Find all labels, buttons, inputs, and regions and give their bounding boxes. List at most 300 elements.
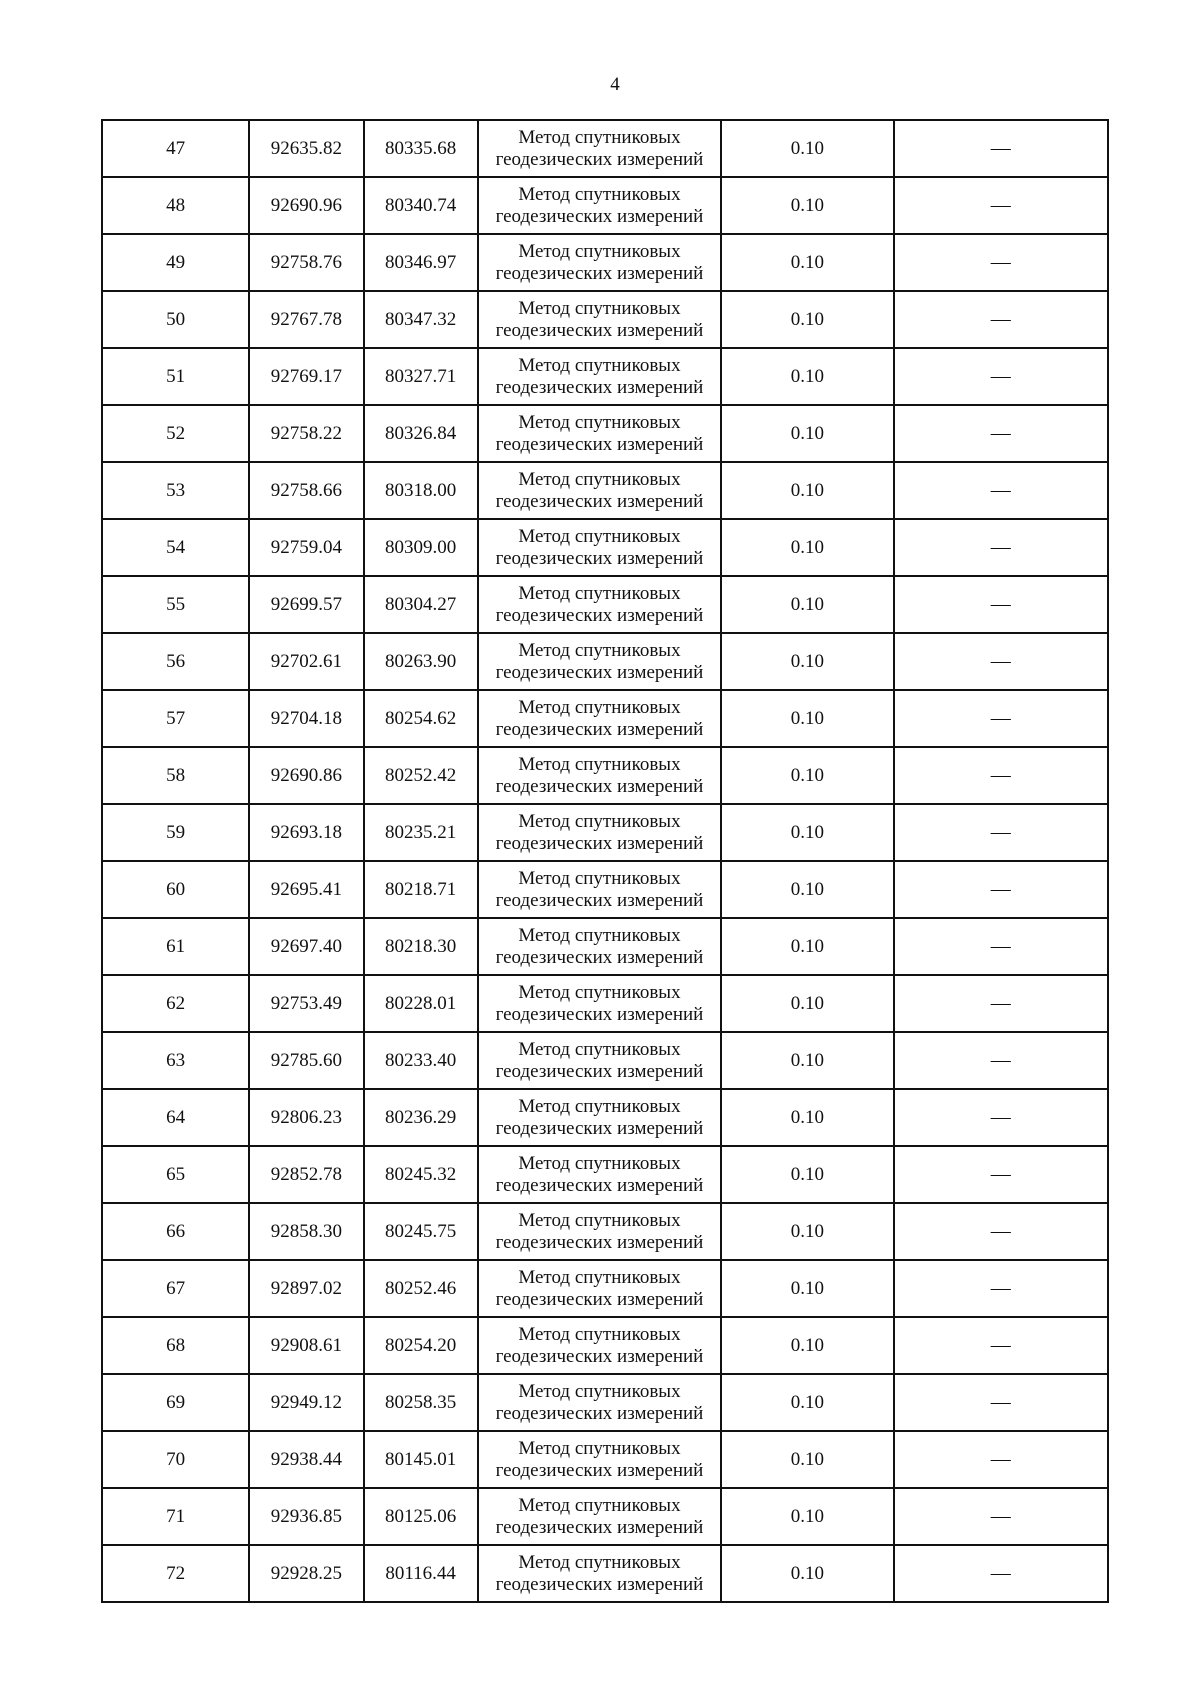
method-cell-text: Метод спутниковых геодезических измерений	[495, 981, 704, 1025]
description-cell	[894, 291, 1108, 348]
description-cell-text: —	[990, 1220, 1011, 1242]
description-cell-text: —	[990, 251, 1011, 273]
precision-cell	[721, 1203, 893, 1260]
description-cell-text: —	[990, 992, 1011, 1014]
description-cell	[894, 861, 1108, 918]
point-number-cell	[102, 120, 249, 177]
point-number-cell	[102, 462, 249, 519]
coordinate-x-cell	[249, 633, 363, 690]
coordinate-x-cell-text: 92852.78	[270, 1163, 343, 1185]
method-cell	[478, 1545, 721, 1602]
point-number-cell	[102, 291, 249, 348]
description-cell	[894, 348, 1108, 405]
precision-cell	[721, 975, 893, 1032]
coordinates-table	[101, 119, 1109, 1603]
precision-cell	[721, 576, 893, 633]
precision-cell-text: 0.10	[790, 1334, 824, 1356]
coordinate-x-cell	[249, 348, 363, 405]
coordinate-y-cell	[364, 1545, 478, 1602]
coordinate-y-cell-text: 80335.68	[384, 137, 457, 159]
point-number-cell	[102, 804, 249, 861]
coordinate-y-cell-text: 80245.32	[384, 1163, 457, 1185]
method-cell-text: Метод спутниковых геодезических измерений	[495, 867, 704, 911]
coordinate-y-cell	[364, 1488, 478, 1545]
coordinate-y-cell-text: 80252.42	[384, 764, 457, 786]
method-cell	[478, 804, 721, 861]
table-row	[102, 633, 1108, 690]
precision-cell-text: 0.10	[790, 650, 824, 672]
table-row	[102, 1317, 1108, 1374]
table-row	[102, 804, 1108, 861]
table-row	[102, 120, 1108, 177]
method-cell-text: Метод спутниковых геодезических измерений	[495, 468, 704, 512]
coordinate-x-cell	[249, 804, 363, 861]
precision-cell	[721, 291, 893, 348]
method-cell-text: Метод спутниковых геодезических измерений	[495, 126, 704, 170]
precision-cell-text: 0.10	[790, 308, 824, 330]
coordinate-x-cell-text: 92697.40	[270, 935, 343, 957]
description-cell	[894, 747, 1108, 804]
description-cell	[894, 975, 1108, 1032]
point-number-cell-text: 53	[166, 479, 186, 501]
point-number-cell-text: 48	[166, 194, 186, 216]
coordinate-y-cell-text: 80116.44	[385, 1562, 456, 1584]
point-number-cell	[102, 1545, 249, 1602]
method-cell	[478, 177, 721, 234]
description-cell-text: —	[990, 650, 1011, 672]
coordinate-y-cell	[364, 861, 478, 918]
method-cell	[478, 462, 721, 519]
coordinate-x-cell	[249, 975, 363, 1032]
method-cell	[478, 747, 721, 804]
coordinate-x-cell-text: 92949.12	[270, 1391, 343, 1413]
description-cell	[894, 1032, 1108, 1089]
method-cell	[478, 234, 721, 291]
precision-cell	[721, 1374, 893, 1431]
method-cell	[478, 1260, 721, 1317]
coordinate-x-cell-text: 92690.86	[270, 764, 343, 786]
point-number-cell	[102, 918, 249, 975]
point-number-cell	[102, 519, 249, 576]
point-number-cell-text: 50	[166, 308, 186, 330]
point-number-cell-text: 71	[166, 1505, 186, 1527]
method-cell	[478, 1488, 721, 1545]
coordinate-x-cell-text: 92806.23	[270, 1106, 343, 1128]
description-cell	[894, 1431, 1108, 1488]
coordinate-x-cell-text: 92753.49	[270, 992, 343, 1014]
coordinate-y-cell	[364, 462, 478, 519]
point-number-cell-text: 63	[166, 1049, 186, 1071]
precision-cell-text: 0.10	[790, 251, 824, 273]
coordinate-x-cell-text: 92767.78	[270, 308, 343, 330]
table-row	[102, 519, 1108, 576]
coordinate-y-cell-text: 80347.32	[384, 308, 457, 330]
table-row	[102, 975, 1108, 1032]
coordinate-x-cell	[249, 1374, 363, 1431]
coordinate-y-cell-text: 80340.74	[384, 194, 457, 216]
method-cell-text: Метод спутниковых геодезических измерений	[495, 1437, 704, 1481]
point-number-cell	[102, 405, 249, 462]
table-row	[102, 462, 1108, 519]
description-cell-text: —	[990, 308, 1011, 330]
method-cell-text: Метод спутниковых геодезических измерений	[495, 582, 704, 626]
table-row	[102, 1431, 1108, 1488]
table-row	[102, 234, 1108, 291]
coordinate-x-cell	[249, 1260, 363, 1317]
coordinate-x-cell	[249, 1431, 363, 1488]
method-cell-text: Метод спутниковых геодезических измерений	[495, 297, 704, 341]
method-cell	[478, 1032, 721, 1089]
coordinate-y-cell	[364, 519, 478, 576]
coordinate-x-cell-text: 92897.02	[270, 1277, 343, 1299]
description-cell	[894, 405, 1108, 462]
coordinate-y-cell	[364, 633, 478, 690]
table-row	[102, 1032, 1108, 1089]
description-cell	[894, 1545, 1108, 1602]
point-number-cell-text: 47	[166, 137, 186, 159]
point-number-cell-text: 54	[166, 536, 186, 558]
coordinate-x-cell-text: 92758.76	[270, 251, 343, 273]
coordinate-x-cell-text: 92858.30	[270, 1220, 343, 1242]
point-number-cell	[102, 1317, 249, 1374]
coordinate-x-cell-text: 92695.41	[270, 878, 343, 900]
description-cell-text: —	[990, 935, 1011, 957]
method-cell	[478, 918, 721, 975]
precision-cell	[721, 1317, 893, 1374]
precision-cell-text: 0.10	[790, 593, 824, 615]
coordinate-x-cell-text: 92785.60	[270, 1049, 343, 1071]
table-row	[102, 918, 1108, 975]
point-number-cell	[102, 633, 249, 690]
method-cell-text: Метод спутниковых геодезических измерений	[495, 1380, 704, 1424]
precision-cell	[721, 234, 893, 291]
coordinate-x-cell	[249, 291, 363, 348]
coordinate-x-cell	[249, 1146, 363, 1203]
method-cell-text: Метод спутниковых геодезических измерений	[495, 639, 704, 683]
description-cell-text: —	[990, 593, 1011, 615]
point-number-cell-text: 66	[166, 1220, 186, 1242]
method-cell	[478, 519, 721, 576]
method-cell-text: Метод спутниковых геодезических измерений	[495, 411, 704, 455]
description-cell	[894, 1374, 1108, 1431]
precision-cell	[721, 120, 893, 177]
description-cell	[894, 1089, 1108, 1146]
precision-cell	[721, 804, 893, 861]
method-cell-text: Метод спутниковых геодезических измерений	[495, 525, 704, 569]
coordinate-x-cell	[249, 1203, 363, 1260]
method-cell	[478, 1089, 721, 1146]
coordinate-x-cell-text: 92693.18	[270, 821, 343, 843]
description-cell-text: —	[990, 137, 1011, 159]
coordinate-y-cell-text: 80218.30	[384, 935, 457, 957]
method-cell	[478, 690, 721, 747]
coordinate-y-cell-text: 80145.01	[384, 1448, 457, 1470]
point-number-cell	[102, 690, 249, 747]
page-number: 4	[610, 74, 620, 95]
precision-cell	[721, 1260, 893, 1317]
coordinate-x-cell-text: 92758.66	[270, 479, 343, 501]
coordinate-y-cell	[364, 975, 478, 1032]
coordinate-x-cell	[249, 120, 363, 177]
description-cell-text: —	[990, 764, 1011, 786]
precision-cell	[721, 861, 893, 918]
method-cell-text: Метод спутниковых геодезических измерений	[495, 240, 704, 284]
point-number-cell-text: 60	[166, 878, 186, 900]
coordinate-x-cell	[249, 1089, 363, 1146]
method-cell-text: Метод спутниковых геодезических измерений	[495, 183, 704, 227]
description-cell	[894, 120, 1108, 177]
coordinate-x-cell	[249, 405, 363, 462]
method-cell	[478, 1203, 721, 1260]
point-number-cell	[102, 747, 249, 804]
precision-cell-text: 0.10	[790, 536, 824, 558]
precision-cell-text: 0.10	[790, 365, 824, 387]
point-number-cell	[102, 1032, 249, 1089]
coordinate-y-cell	[364, 1374, 478, 1431]
precision-cell	[721, 405, 893, 462]
point-number-cell	[102, 348, 249, 405]
table-row	[102, 405, 1108, 462]
description-cell-text: —	[990, 422, 1011, 444]
coordinate-x-cell	[249, 234, 363, 291]
point-number-cell	[102, 1431, 249, 1488]
precision-cell-text: 0.10	[790, 992, 824, 1014]
precision-cell-text: 0.10	[790, 1220, 824, 1242]
method-cell-text: Метод спутниковых геодезических измерений	[495, 1152, 704, 1196]
coordinate-x-cell-text: 92690.96	[270, 194, 343, 216]
point-number-cell	[102, 861, 249, 918]
method-cell	[478, 348, 721, 405]
description-cell	[894, 462, 1108, 519]
precision-cell	[721, 1431, 893, 1488]
coordinate-y-cell	[364, 120, 478, 177]
coordinate-y-cell-text: 80233.40	[384, 1049, 457, 1071]
precision-cell-text: 0.10	[790, 878, 824, 900]
coordinate-y-cell-text: 80252.46	[384, 1277, 457, 1299]
precision-cell	[721, 747, 893, 804]
precision-cell-text: 0.10	[790, 1391, 824, 1413]
description-cell-text: —	[990, 821, 1011, 843]
description-cell	[894, 804, 1108, 861]
coordinate-y-cell-text: 80346.97	[384, 251, 457, 273]
description-cell	[894, 690, 1108, 747]
description-cell-text: —	[990, 1277, 1011, 1299]
coordinate-y-cell	[364, 690, 478, 747]
coordinate-x-cell	[249, 918, 363, 975]
coordinate-y-cell	[364, 405, 478, 462]
coordinate-y-cell-text: 80258.35	[384, 1391, 457, 1413]
point-number-cell	[102, 975, 249, 1032]
precision-cell	[721, 1146, 893, 1203]
coordinate-y-cell	[364, 918, 478, 975]
table-row	[102, 348, 1108, 405]
coordinate-x-cell-text: 92702.61	[270, 650, 343, 672]
precision-cell	[721, 633, 893, 690]
description-cell	[894, 1317, 1108, 1374]
coordinate-y-cell	[364, 1032, 478, 1089]
precision-cell	[721, 1089, 893, 1146]
coordinate-y-cell	[364, 804, 478, 861]
point-number-cell-text: 59	[166, 821, 186, 843]
point-number-cell-text: 51	[166, 365, 186, 387]
coordinate-x-cell	[249, 1032, 363, 1089]
precision-cell	[721, 1488, 893, 1545]
method-cell-text: Метод спутниковых геодезических измерений	[495, 1095, 704, 1139]
coordinate-x-cell	[249, 690, 363, 747]
description-cell	[894, 1488, 1108, 1545]
coordinate-y-cell-text: 80263.90	[384, 650, 457, 672]
description-cell	[894, 234, 1108, 291]
coordinate-x-cell-text: 92936.85	[270, 1505, 343, 1527]
precision-cell-text: 0.10	[790, 935, 824, 957]
precision-cell	[721, 1545, 893, 1602]
coordinate-y-cell	[364, 1089, 478, 1146]
coordinate-y-cell-text: 80327.71	[384, 365, 457, 387]
precision-cell	[721, 690, 893, 747]
coordinate-x-cell	[249, 861, 363, 918]
precision-cell-text: 0.10	[790, 1049, 824, 1071]
table-row	[102, 291, 1108, 348]
table-row	[102, 1260, 1108, 1317]
method-cell	[478, 1317, 721, 1374]
coordinate-x-cell-text: 92699.57	[270, 593, 343, 615]
precision-cell	[721, 348, 893, 405]
method-cell-text: Метод спутниковых геодезических измерений	[495, 1494, 704, 1538]
table-row	[102, 1203, 1108, 1260]
description-cell	[894, 1260, 1108, 1317]
table-row	[102, 1146, 1108, 1203]
description-cell	[894, 633, 1108, 690]
description-cell	[894, 519, 1108, 576]
description-cell-text: —	[990, 707, 1011, 729]
point-number-cell-text: 69	[166, 1391, 186, 1413]
table-row	[102, 1374, 1108, 1431]
description-cell-text: —	[990, 194, 1011, 216]
point-number-cell	[102, 1089, 249, 1146]
description-cell-text: —	[990, 1562, 1011, 1584]
precision-cell	[721, 462, 893, 519]
description-cell	[894, 1203, 1108, 1260]
coordinate-y-cell	[364, 1203, 478, 1260]
coordinate-y-cell	[364, 291, 478, 348]
point-number-cell-text: 55	[166, 593, 186, 615]
precision-cell-text: 0.10	[790, 1277, 824, 1299]
coordinate-y-cell-text: 80125.06	[384, 1505, 457, 1527]
coordinate-y-cell-text: 80318.00	[384, 479, 457, 501]
precision-cell-text: 0.10	[790, 1163, 824, 1185]
coordinate-x-cell	[249, 462, 363, 519]
point-number-cell	[102, 1260, 249, 1317]
table-row	[102, 177, 1108, 234]
point-number-cell-text: 49	[166, 251, 186, 273]
precision-cell	[721, 918, 893, 975]
coordinate-x-cell-text: 92928.25	[270, 1562, 343, 1584]
method-cell-text: Метод спутниковых геодезических измерений	[495, 1209, 704, 1253]
point-number-cell-text: 68	[166, 1334, 186, 1356]
coordinate-x-cell	[249, 1488, 363, 1545]
precision-cell-text: 0.10	[790, 821, 824, 843]
description-cell	[894, 177, 1108, 234]
method-cell	[478, 405, 721, 462]
coordinate-y-cell	[364, 348, 478, 405]
method-cell-text: Метод спутниковых геодезических измерений	[495, 1266, 704, 1310]
table-row	[102, 747, 1108, 804]
point-number-cell-text: 52	[166, 422, 186, 444]
coordinate-x-cell-text: 92704.18	[270, 707, 343, 729]
point-number-cell-text: 56	[166, 650, 186, 672]
description-cell	[894, 1146, 1108, 1203]
coordinate-y-cell-text: 80254.62	[384, 707, 457, 729]
method-cell-text: Метод спутниковых геодезических измерений	[495, 753, 704, 797]
point-number-cell	[102, 1203, 249, 1260]
coordinate-x-cell	[249, 747, 363, 804]
point-number-cell-text: 58	[166, 764, 186, 786]
method-cell-text: Метод спутниковых геодезических измерений	[495, 924, 704, 968]
point-number-cell	[102, 576, 249, 633]
table-row	[102, 1089, 1108, 1146]
method-cell	[478, 633, 721, 690]
coordinate-y-cell	[364, 1146, 478, 1203]
precision-cell-text: 0.10	[790, 707, 824, 729]
coordinate-x-cell	[249, 576, 363, 633]
coordinate-y-cell	[364, 177, 478, 234]
method-cell-text: Метод спутниковых геодезических измерений	[495, 1551, 704, 1595]
point-number-cell	[102, 177, 249, 234]
precision-cell	[721, 519, 893, 576]
point-number-cell-text: 61	[166, 935, 186, 957]
description-cell	[894, 576, 1108, 633]
method-cell-text: Метод спутниковых геодезических измерений	[495, 810, 704, 854]
coordinate-y-cell	[364, 1431, 478, 1488]
coordinate-y-cell	[364, 234, 478, 291]
coordinate-y-cell-text: 80235.21	[384, 821, 457, 843]
coordinate-y-cell-text: 80254.20	[384, 1334, 457, 1356]
table-row	[102, 690, 1108, 747]
precision-cell-text: 0.10	[790, 422, 824, 444]
point-number-cell	[102, 1146, 249, 1203]
point-number-cell-text: 57	[166, 707, 186, 729]
description-cell-text: —	[990, 536, 1011, 558]
coordinate-x-cell	[249, 1545, 363, 1602]
description-cell-text: —	[990, 1049, 1011, 1071]
coordinate-x-cell	[249, 1317, 363, 1374]
coordinate-y-cell	[364, 576, 478, 633]
point-number-cell	[102, 1488, 249, 1545]
precision-cell-text: 0.10	[790, 194, 824, 216]
description-cell	[894, 918, 1108, 975]
method-cell	[478, 1431, 721, 1488]
coordinate-y-cell-text: 80309.00	[384, 536, 457, 558]
coordinate-x-cell-text: 92769.17	[270, 365, 343, 387]
point-number-cell-text: 72	[166, 1562, 186, 1584]
table-row	[102, 576, 1108, 633]
description-cell-text: —	[990, 1106, 1011, 1128]
point-number-cell-text: 64	[166, 1106, 186, 1128]
method-cell	[478, 120, 721, 177]
method-cell	[478, 1146, 721, 1203]
coordinate-x-cell	[249, 519, 363, 576]
coordinate-y-cell-text: 80245.75	[384, 1220, 457, 1242]
point-number-cell	[102, 1374, 249, 1431]
description-cell-text: —	[990, 1334, 1011, 1356]
description-cell-text: —	[990, 878, 1011, 900]
precision-cell	[721, 1032, 893, 1089]
method-cell	[478, 861, 721, 918]
coordinate-x-cell-text: 92938.44	[270, 1448, 343, 1470]
method-cell-text: Метод спутниковых геодезических измерений	[495, 1323, 704, 1367]
coordinate-y-cell	[364, 1317, 478, 1374]
description-cell-text: —	[990, 365, 1011, 387]
